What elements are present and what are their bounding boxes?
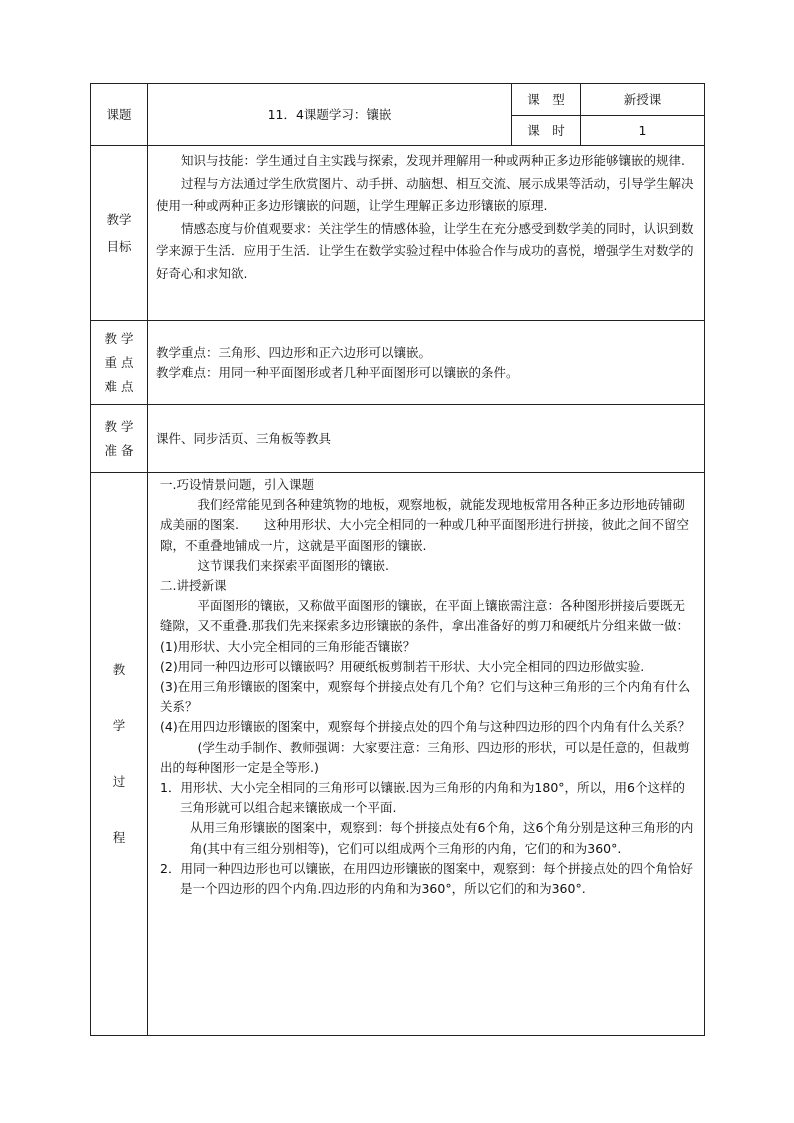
teaching-difficulty: 教学难点：用同一种平面图形或者几种平面图形可以镶嵌的条件。 <box>156 364 519 380</box>
process-label-char-4: 程 <box>112 830 126 845</box>
lesson-plan-table <box>90 83 705 1036</box>
new-lesson-paragraph: 平面图形的镶嵌，又称做平面图形的镶嵌，在平面上镶嵌需注意：各种图形拼接后要既无缝隙，又不重叠.那我们先来探索多边形镶嵌的条件，拿出准备好的剪刀和硬纸片分组来做一做： <box>160 598 689 634</box>
teaching-focus: 教学重点：三角形、四边形和正六边形可以镶嵌。 <box>156 344 432 360</box>
objectives-attitude: 情感态度与价值观要求：关注学生的情感体验，让学生在充分感受到数学美的同时，认识到数学来源于生活．应用于生活．让学生在数学实验过程中体验合作与成功的喜悦，增强学生对数学的好奇心和求知欲. <box>156 220 694 281</box>
process-label-char-3: 过 <box>112 774 126 789</box>
intro-transition: 这节课我们来探索平面图形的镶嵌. <box>197 557 389 573</box>
objectives-label <box>91 146 148 321</box>
conclusion-1: 1．用形状、大小完全相同的三角形可以镶嵌.因为三角形的内角和为180°，所以，用6个这样的三角形就可以组合起来镶嵌成一个平面. <box>160 780 685 816</box>
key-points-label-line-2: 重 点 <box>104 354 134 370</box>
section-heading-new-lesson: 二.讲授新课 <box>160 578 227 594</box>
conclusion-1-detail: 从用三角形镶嵌的图案中，观察到：每个拼接点处有6个角，这6个角分别是这种三角形的内角(其中有三组分别相等)，它们可以组成两个三角形的内角，它们的和为360°. <box>190 820 694 856</box>
lesson-type-value: 新授课 <box>581 84 705 116</box>
periods-value: 1 <box>581 116 705 146</box>
objectives-content <box>148 146 705 321</box>
teacher-note: (学生动手制作、教师强调：大家要注意：三角形、四边形的形状，可以是任意的，但裁剪出的每种图形一定是全等形.) <box>160 739 690 775</box>
question-4: (4)在用四边形镶嵌的图案中，观察每个拼接点处的四个角与这种四边形的四个内角有什么关系？ <box>160 719 691 735</box>
objectives-label-line-2: 目标 <box>106 239 132 254</box>
objectives-label-line-1: 教学 <box>106 212 132 227</box>
periods-label: 课 时 <box>512 116 581 146</box>
intro-paragraph: 我们经常能见到各种建筑物的地板，观察地板，就能发现地板常用各种正多边形地砖铺砌成美丽的图案. 这种用形状、大小完全相同的一种或几种平面图形进行拼接，彼此之间不留空隙，不重叠地铺成一片，这就是平面图形的镶嵌. <box>160 497 689 553</box>
process-label-char-1: 教 <box>112 662 126 677</box>
question-2: (2)用同一种四边形可以镶嵌吗？用硬纸板剪制若干形状、大小完全相同的四边形做实验. <box>160 658 645 674</box>
key-points-label-line-1: 教 学 <box>104 330 134 346</box>
lesson-type-label: 课 型 <box>512 84 581 116</box>
preparation-content: 课件、同步活页、三角板等教具 <box>148 405 705 473</box>
preparation-label <box>91 405 148 473</box>
process-label-char-2: 学 <box>112 718 126 733</box>
key-points-content <box>148 321 705 405</box>
preparation-label-line-1: 教 学 <box>104 418 134 434</box>
key-points-label-line-3: 难 点 <box>104 378 134 394</box>
section-heading-intro: 一.巧设情景问题，引入课题 <box>160 477 314 492</box>
process-content <box>148 473 705 1036</box>
process-label <box>91 473 148 1036</box>
question-3: (3)在用三角形镶嵌的图案中，观察每个拼接点处有几个角？它们与这种三角形的三个内角有什么关系？ <box>160 679 691 715</box>
objectives-process: 过程与方法通过学生欣赏图片、动手拼、动脑想、相互交流、展示成果等活动，引导学生解决使用一种或两种正多边形镶嵌的问题，让学生理解正多边形镶嵌的原理. <box>156 175 694 213</box>
key-points-label <box>91 321 148 405</box>
objectives-knowledge: 知识与技能：学生通过自主实践与探索，发现并理解用一种或两种正多边形能够镶嵌的规律. <box>181 153 685 168</box>
question-1: (1)用形状、大小完全相同的三角形能否镶嵌？ <box>160 638 416 654</box>
preparation-label-line-2: 准 备 <box>104 442 134 458</box>
conclusion-2: 2．用同一种四边形也可以镶嵌，在用四边形镶嵌的图案中，观察到：每个拼接点处的四个角恰好是一个四边形的四个内角.四边形的内角和为360°，所以它们的和为360°. <box>160 860 693 897</box>
topic-label: 课题 <box>91 84 148 146</box>
topic-title: 11．4课题学习：镶嵌 <box>148 84 512 146</box>
